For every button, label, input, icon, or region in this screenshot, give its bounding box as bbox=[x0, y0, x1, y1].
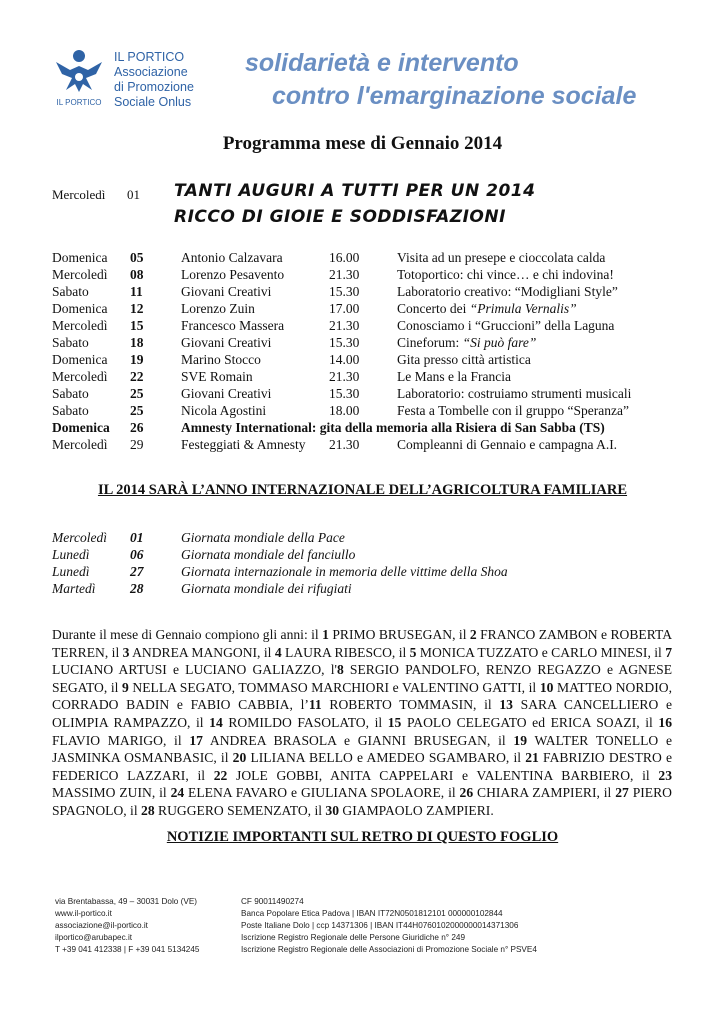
birthday-names: FABRIZIO DESTRO e FEDERICO LAZZARI, il bbox=[52, 750, 673, 783]
schedule-row bbox=[52, 351, 682, 368]
schedule-what bbox=[397, 334, 536, 351]
birthday-names: MONICA TUZZATO e CARLO MINESI, il bbox=[416, 644, 666, 660]
schedule-num: 11 bbox=[130, 284, 143, 299]
footer-legal-line: Iscrizione Registro Regionale delle Persone Giuridiche n° 249 bbox=[241, 933, 466, 942]
birthday-names: LAURA RIBESCO, il bbox=[281, 644, 410, 660]
schedule-num: 26 bbox=[130, 420, 144, 435]
schedule-row bbox=[52, 402, 682, 419]
schedule-what: Visita ad un presepe e cioccolata calda bbox=[397, 250, 606, 265]
schedule-day: Mercoledì bbox=[52, 369, 108, 384]
birthday-names: ANDREA MANGONI, il bbox=[129, 644, 275, 660]
portico-logo-icon bbox=[50, 44, 108, 108]
schedule-time: 15.30 bbox=[329, 284, 360, 299]
schedule-what: Compleanni di Gennaio e campagna A.I. bbox=[397, 437, 618, 452]
birthday-names: LILIANA BELLO e AMEDEO SGAMBARO, il bbox=[246, 750, 526, 766]
page-title: Programma mese di Gennaio 2014 bbox=[222, 133, 503, 154]
birthday-names: FRANCO ZAMBON e ROBERTA TERREN, il bbox=[52, 627, 673, 660]
world-day-what: Giornata mondiale della Pace bbox=[181, 530, 345, 545]
world-day-day: Martedì bbox=[52, 581, 96, 596]
schedule-who: Antonio Calzavara bbox=[181, 250, 283, 265]
footer-legal-line: Banca Popolare Etica Padova | IBAN IT72N0501812101 000000102844 bbox=[241, 909, 503, 918]
birthday-day-number: 20 bbox=[232, 750, 247, 766]
birthday-names: PRIMO BRUSEGAN, il bbox=[328, 627, 470, 642]
schedule-row bbox=[52, 368, 682, 385]
birthday-day-number: 2 bbox=[469, 627, 477, 642]
footer-phone: T +39 041 412338 | F +39 041 5134245 bbox=[55, 945, 200, 954]
birthday-day-number: 10 bbox=[539, 679, 554, 695]
world-day-day: Lunedì bbox=[52, 547, 90, 562]
birthday-day-number: 28 bbox=[141, 802, 155, 818]
birthday-day-number: 17 bbox=[189, 732, 203, 748]
birthday-day-number: 23 bbox=[658, 767, 672, 783]
birthday-day-number: 4 bbox=[274, 644, 282, 660]
birthday-day-number: 22 bbox=[213, 767, 228, 783]
birthday-day-number: 15 bbox=[387, 714, 402, 730]
slogan-line-2: contro l'emarginazione sociale bbox=[272, 82, 637, 110]
schedule-time: 21.30 bbox=[329, 318, 360, 333]
birthday-names: PIERO SPAGNOLO, il bbox=[52, 785, 672, 818]
world-day-num: 28 bbox=[130, 581, 144, 596]
birthday-names: ANDREA BRASOLA e GIANNI BRUSEGAN, il bbox=[202, 732, 514, 748]
schedule-num: 25 bbox=[130, 403, 144, 418]
schedule-day: Mercoledì bbox=[52, 267, 108, 282]
schedule-who: Giovani Creativi bbox=[181, 284, 272, 299]
birthday-names: NELLA SEGATO, TOMMASO MARCHIORI e VALENTINO GATTI, il bbox=[128, 679, 540, 695]
schedule-row bbox=[52, 249, 682, 266]
schedule-time: 18.00 bbox=[329, 403, 360, 418]
birthday-day-number: 13 bbox=[499, 697, 513, 713]
schedule-day: Sabato bbox=[52, 335, 89, 350]
schedule-row bbox=[52, 334, 682, 351]
greeting-num: 01 bbox=[127, 187, 140, 202]
schedule-what-text: Concerto dei bbox=[397, 301, 470, 316]
schedule-day: Domenica bbox=[52, 352, 108, 367]
org-line: Sociale Onlus bbox=[114, 95, 192, 109]
world-day-num: 01 bbox=[130, 530, 144, 545]
greeting-line-1: TANTI AUGURI A TUTTI PER UN 2014 bbox=[174, 181, 536, 201]
world-day-what: Giornata mondiale dei rifugiati bbox=[181, 581, 352, 596]
schedule-who: Nicola Agostini bbox=[181, 403, 267, 418]
world-day-day: Lunedì bbox=[52, 564, 90, 579]
footer-address: via Brentabassa, 49 – 30031 Dolo (VE) bbox=[55, 897, 198, 906]
birthday-names: SERGIO PANDOLFO, RENZO REGAZZO e AGNESE SEGATO, il bbox=[52, 662, 673, 695]
birthday-day-number: 21 bbox=[525, 750, 539, 766]
world-day-what: Giornata internazionale in memoria delle vittime della Shoa bbox=[181, 564, 508, 579]
birthday-day-number: 24 bbox=[170, 785, 185, 801]
schedule-time: 14.00 bbox=[329, 352, 360, 367]
schedule-what-text: Cineforum: bbox=[397, 335, 463, 350]
world-day-num: 06 bbox=[130, 547, 144, 562]
birthday-day-number: 9 bbox=[122, 679, 129, 695]
birthday-names: Durante il mese di Gennaio compiono gli anni: il bbox=[52, 627, 323, 642]
birthday-names: LUCIANO ARTUSI e LUCIANO GALIAZZO, l' bbox=[52, 662, 337, 678]
birthday-day-number: 7 bbox=[665, 644, 673, 660]
schedule-row bbox=[52, 266, 682, 283]
schedule-who: Lorenzo Zuin bbox=[181, 301, 255, 316]
schedule-num: 05 bbox=[130, 250, 144, 265]
schedule-time: 21.30 bbox=[329, 369, 360, 384]
important-notice: NOTIZIE IMPORTANTI SUL RETRO DI QUESTO FOGLIO bbox=[166, 829, 559, 845]
birthday-day-number: 5 bbox=[409, 644, 417, 660]
schedule-time: 15.30 bbox=[329, 335, 360, 350]
schedule-table bbox=[52, 249, 682, 453]
schedule-who: Giovani Creativi bbox=[181, 386, 272, 401]
birthday-day-number: 19 bbox=[513, 732, 527, 748]
org-line: di Promozione bbox=[114, 80, 194, 94]
schedule-time: 16.00 bbox=[329, 250, 360, 265]
schedule-who: Festeggiati & Amnesty bbox=[181, 437, 306, 452]
schedule-day: Mercoledì bbox=[52, 318, 108, 333]
birthdays-paragraph bbox=[52, 626, 672, 820]
schedule-who: Marino Stocco bbox=[181, 352, 261, 367]
schedule-num: 15 bbox=[130, 318, 144, 333]
schedule-who: Amnesty International: gita della memoria alla Risiera di San Sabba (TS) bbox=[181, 420, 605, 435]
greeting-day: Mercoledì bbox=[52, 187, 106, 202]
schedule-who: SVE Romain bbox=[181, 369, 253, 384]
birthday-day-number: 1 bbox=[322, 627, 329, 642]
schedule-time: 15.30 bbox=[329, 386, 360, 401]
birthday-names: MASSIMO ZUIN, il bbox=[52, 785, 171, 801]
footer-legal-line: Iscrizione Registro Regionale delle Associazioni di Promozione Sociale n° PSVE4 bbox=[241, 945, 537, 954]
schedule-day: Sabato bbox=[52, 403, 89, 418]
schedule-what: Totoportico: chi vince… e chi indovina! bbox=[397, 267, 614, 282]
portico-logo bbox=[50, 44, 108, 108]
schedule-what: Festa a Tombelle con il gruppo “Speranza” bbox=[397, 403, 629, 418]
birthday-names: ROBERTO TOMMASIN, il bbox=[321, 697, 500, 713]
slogan-line-1: solidarietà e intervento bbox=[245, 49, 519, 77]
year-announcement: IL 2014 SARÀ L’ANNO INTERNAZIONALE DELL’AGRICOLTURA FAMILIARE bbox=[97, 482, 628, 498]
schedule-time: 17.00 bbox=[329, 301, 360, 316]
birthday-names: JOLE GOBBI, ANITA CAPPELARI e VALENTINA BARBIERO, il bbox=[227, 767, 659, 783]
footer-website-link[interactable]: www.il-portico.it bbox=[55, 909, 112, 918]
schedule-num: 19 bbox=[130, 352, 144, 367]
svg-text:IL PORTICO: IL PORTICO bbox=[56, 98, 102, 107]
greeting-line-2: RICCO DI GIOIE E SODDISFAZIONI bbox=[174, 207, 506, 227]
birthday-names: SARA CANCELLIERO e OLIMPIA RAMPAZZO, il bbox=[52, 697, 672, 730]
birthday-names: WALTER TONELLO e JASMINKA OSMANBASIC, il bbox=[52, 732, 672, 766]
footer-email-link[interactable]: associazione@il-portico.it bbox=[55, 921, 148, 930]
schedule-day: Domenica bbox=[52, 420, 110, 435]
birthday-day-number: 16 bbox=[658, 714, 672, 730]
birthday-names: RUGGERO SEMENZATO, il bbox=[154, 802, 326, 818]
schedule-num: 08 bbox=[130, 267, 144, 282]
world-day-what: Giornata mondiale del fanciullo bbox=[181, 547, 356, 562]
schedule-row bbox=[52, 317, 682, 334]
schedule-num: 22 bbox=[130, 369, 144, 384]
schedule-day: Domenica bbox=[52, 250, 108, 265]
birthday-day-number: 27 bbox=[615, 785, 629, 801]
schedule-what: Conosciamo i “Gruccioni” della Laguna bbox=[397, 318, 615, 333]
schedule-who: Lorenzo Pesavento bbox=[181, 267, 285, 282]
schedule-day: Mercoledì bbox=[52, 437, 108, 452]
schedule-num: 25 bbox=[130, 386, 144, 401]
birthday-day-number: 3 bbox=[122, 644, 130, 660]
birthday-day-number: 26 bbox=[459, 785, 474, 801]
greeting-banner bbox=[174, 178, 535, 230]
schedule-row-highlight bbox=[52, 419, 682, 436]
birthday-names: GIAMPAOLO ZAMPIERI. bbox=[339, 802, 494, 818]
footer-legal bbox=[241, 896, 537, 956]
birthday-day-number: 11 bbox=[308, 697, 322, 713]
schedule-day: Domenica bbox=[52, 301, 108, 316]
org-line: IL PORTICO bbox=[114, 50, 185, 64]
schedule-day: Sabato bbox=[52, 284, 89, 299]
birthday-names: ELENA FAVARO e GIULIANA SPOLAORE, il bbox=[184, 785, 460, 801]
world-day-num: 27 bbox=[130, 564, 144, 579]
world-day-day: Mercoledì bbox=[52, 530, 107, 545]
birthday-names: PAOLO CELEGATO ed ERICA SOAZI, il bbox=[401, 714, 659, 730]
schedule-day: Sabato bbox=[52, 386, 89, 401]
footer-contacts bbox=[55, 896, 199, 956]
schedule-time: 21.30 bbox=[329, 437, 360, 452]
birthday-day-number: 14 bbox=[209, 714, 223, 730]
birthday-names: ROMILDO FASOLATO, il bbox=[222, 714, 388, 730]
schedule-who: Giovani Creativi bbox=[181, 335, 272, 350]
schedule-what-title: “Primula Vernalis” bbox=[469, 301, 577, 316]
footer-legal-line: Poste Italiane Dolo | ccp 14371306 | IBAN IT44H0760102000000014371306 bbox=[241, 921, 519, 930]
schedule-what: Gita presso città artistica bbox=[397, 352, 531, 367]
birthday-day-number: 8 bbox=[336, 662, 344, 678]
birthday-day-number: 30 bbox=[325, 802, 340, 818]
org-name bbox=[114, 50, 194, 110]
schedule-row bbox=[52, 300, 682, 317]
schedule-row bbox=[52, 385, 682, 402]
schedule-what: Le Mans e la Francia bbox=[397, 369, 511, 384]
schedule-num: 12 bbox=[130, 301, 144, 316]
schedule-what: Laboratorio creativo: “Modigliani Style” bbox=[397, 284, 618, 299]
birthday-names: FLAVIO MARIGO, il bbox=[52, 732, 190, 748]
schedule-row bbox=[52, 283, 682, 300]
schedule-time: 21.30 bbox=[329, 267, 360, 282]
footer-pec-link[interactable]: ilportico@arubapec.it bbox=[55, 933, 133, 942]
birthday-names: MATTEO NORDIO, CORRADO BADIN e FABIO CABBIA, l’ bbox=[52, 679, 672, 713]
org-line: Associazione bbox=[114, 65, 188, 79]
schedule-who: Francesco Massera bbox=[181, 318, 285, 333]
schedule-what-title: “Si può fare” bbox=[462, 335, 537, 350]
schedule-what: Laboratorio: costruiamo strumenti musicali bbox=[397, 386, 632, 401]
schedule-num: 18 bbox=[130, 335, 144, 350]
footer-legal-line: CF 90011490274 bbox=[241, 897, 304, 906]
schedule-row bbox=[52, 436, 682, 453]
birthday-names: CHIARA ZAMPIERI, il bbox=[473, 785, 616, 801]
schedule-num: 29 bbox=[130, 437, 144, 452]
schedule-what bbox=[397, 300, 577, 317]
